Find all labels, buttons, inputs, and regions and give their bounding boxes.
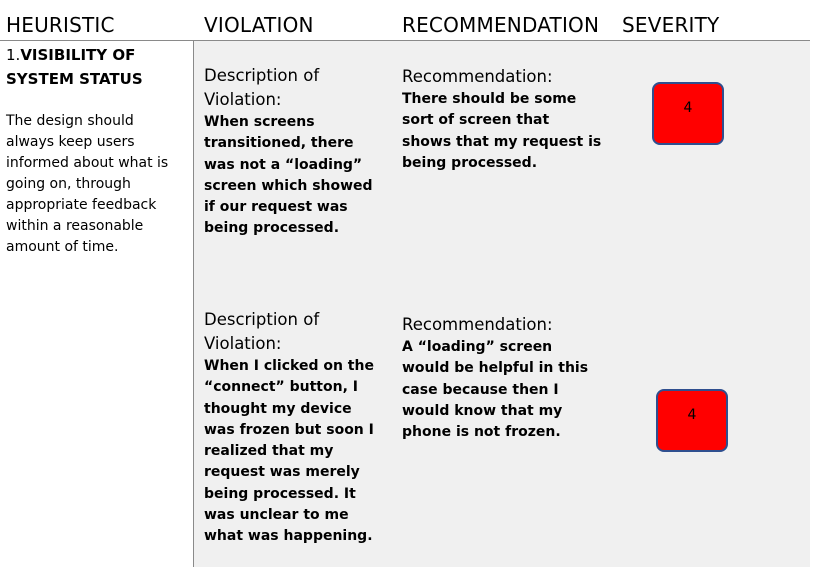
recommendation-cell-2 — [402, 313, 602, 443]
header-divider — [0, 40, 810, 41]
column-divider — [193, 41, 194, 567]
heuristic-title — [6, 43, 186, 91]
recommendation-label: Recommendation: — [402, 315, 553, 334]
violation-text: When I clicked on the “connect” button, I thought my device was frozen but soon I realized that my request was merely being processed. It was unclear to me what was happening. — [204, 358, 374, 545]
violation-label: Description of Violation: — [204, 66, 320, 109]
violation-text: When screens transitioned, there was not a “loading” screen which showed if our request was being processed. — [204, 114, 373, 237]
recommendation-text: There should be some sort of screen that shows that my request is being processed. — [402, 91, 602, 171]
header-recommendation: RECOMMENDATION — [402, 13, 600, 37]
recommendation-text: A “loading” screen would be helpful in this case because then I would know that my phone is not frozen. — [402, 339, 589, 441]
recommendation-cell-1 — [402, 65, 602, 174]
recommendation-label: Recommendation: — [402, 67, 553, 86]
header-severity: SEVERITY — [622, 13, 720, 37]
violation-cell-1 — [204, 64, 384, 240]
severity-badge: 4 — [652, 82, 724, 145]
header-violation: VIOLATION — [204, 13, 314, 37]
heuristic-title-line2: SYSTEM STATUS — [6, 70, 143, 88]
heuristic-description: The design should always keep users informed about what is going on, through appropriate feedback within a reasonable amount of time. — [6, 113, 169, 255]
violation-label: Description of Violation: — [204, 310, 320, 353]
severity-badge: 4 — [656, 389, 728, 452]
violation-cell-2 — [204, 308, 384, 548]
header-heuristic: HEURISTIC — [6, 13, 115, 37]
heuristic-number: 1. — [6, 46, 21, 64]
heuristic-title-line1: VISIBILITY OF — [20, 46, 136, 64]
